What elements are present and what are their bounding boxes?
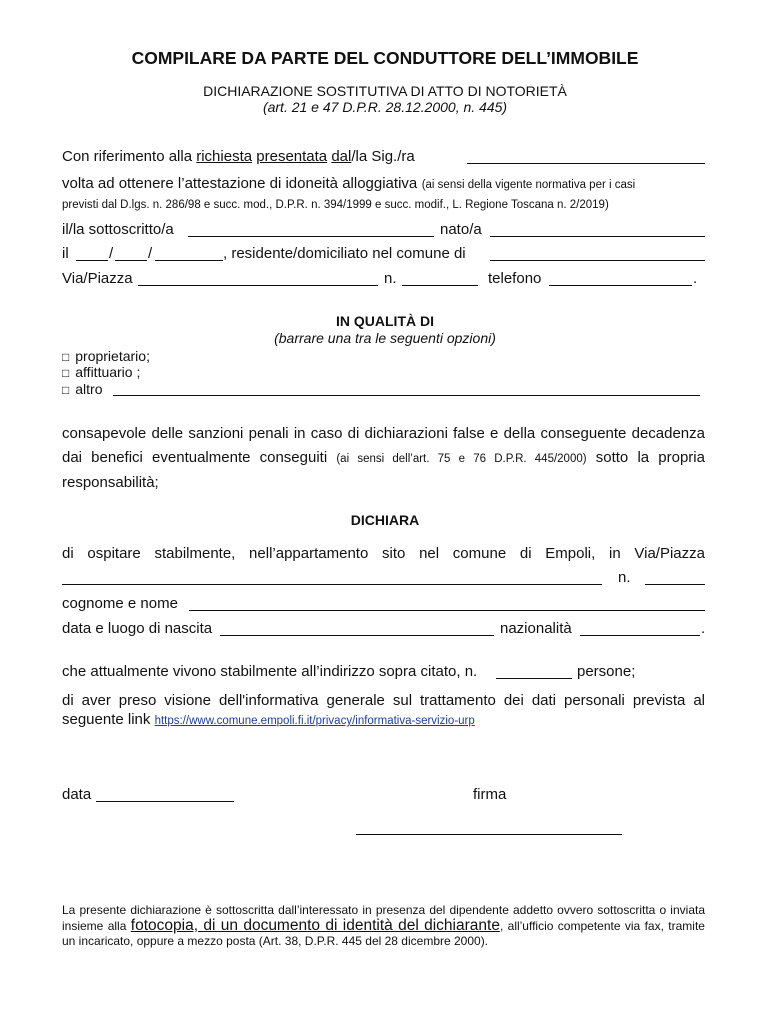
nazionalita-label: nazionalità bbox=[500, 620, 572, 637]
persone-count-field[interactable] bbox=[496, 666, 572, 679]
il-label: il bbox=[62, 245, 69, 262]
checkbox-icon[interactable]: □ bbox=[62, 350, 70, 364]
qualita-hint: (barrare una tra le seguenti opzioni) bbox=[274, 330, 496, 346]
dichiara-heading: DICHIARA bbox=[350, 512, 420, 528]
intro-line-2: volta ad ottenere l’attestazione di idoneità alloggiativa (ai sensi della vigente normativa per i casi bbox=[62, 175, 636, 192]
qualita-heading: IN QUALITÀ DI bbox=[336, 313, 434, 329]
nato-label: nato/a bbox=[440, 221, 482, 238]
option-affittuario[interactable]: □ affittuario ; bbox=[62, 364, 141, 380]
option-altro[interactable]: □ altro bbox=[62, 381, 103, 397]
dichiara-line-1: di ospitare stabilmente, nell’appartamento sito nel comune di Empoli, in Via/Piazza bbox=[62, 545, 705, 562]
document-subtitle: DICHIARAZIONE SOSTITUTIVA DI ATTO DI NOTORIETÀ bbox=[203, 83, 567, 99]
cognome-field[interactable] bbox=[189, 598, 705, 611]
residente-label: , residente/domiciliato nel comune di bbox=[223, 245, 466, 262]
privacy-paragraph: di aver preso visione dell'informativa generale sul trattamento dei dati personali prevista al seguente link https://www.comune.empoli.fi.it/privacy/informativa-servizio-urp bbox=[62, 692, 705, 728]
checkbox-icon[interactable]: □ bbox=[62, 383, 70, 397]
nato-field[interactable] bbox=[490, 224, 705, 237]
nascita-field[interactable] bbox=[220, 623, 494, 636]
persone-label: persone; bbox=[577, 663, 636, 680]
telefono-label: telefono bbox=[488, 270, 542, 287]
consapevole-paragraph: consapevole delle sanzioni penali in caso di dichiarazioni false e della conseguente decadenza dai benefici eventualmente conseguiti (ai sensi dell’art. 75 e 76 D.P.R. 445/2000) sotto la propria responsabilità; bbox=[62, 425, 705, 491]
option-proprietario[interactable]: □ proprietario; bbox=[62, 348, 150, 364]
cognome-label: cognome e nome bbox=[62, 595, 178, 612]
firma-field[interactable] bbox=[356, 822, 622, 835]
dichiara-n-field[interactable] bbox=[645, 572, 705, 585]
sottoscritto-label: il/la sottoscritto/a bbox=[62, 221, 174, 238]
slash-1: / bbox=[109, 245, 114, 262]
page-title: COMPILARE DA PARTE DEL CONDUTTORE DELL’IMMOBILE bbox=[131, 48, 639, 68]
sottoscritto-field[interactable] bbox=[188, 224, 434, 237]
slash-2: / bbox=[148, 245, 153, 262]
telefono-dot: . bbox=[693, 270, 698, 287]
intro-line-3: previsti dal D.lgs. n. 286/98 e succ. mod., D.P.R. n. 394/1999 e succ. modif., L. Regione Toscana n. 2/2019) bbox=[62, 199, 609, 211]
checkbox-icon[interactable]: □ bbox=[62, 366, 70, 380]
civic-number-label: n. bbox=[384, 270, 397, 287]
data-label: data bbox=[62, 786, 92, 803]
altro-field[interactable] bbox=[113, 383, 700, 396]
nascita-label: data e luogo di nascita bbox=[62, 620, 213, 637]
nazionalita-dot: . bbox=[701, 620, 706, 637]
dichiara-address-field[interactable] bbox=[62, 572, 602, 585]
comune-field[interactable] bbox=[490, 248, 705, 261]
via-field[interactable] bbox=[138, 273, 378, 286]
legal-reference: (art. 21 e 47 D.P.R. 28.12.2000, n. 445) bbox=[262, 99, 508, 115]
telefono-field[interactable] bbox=[549, 273, 692, 286]
nazionalita-field[interactable] bbox=[580, 623, 700, 636]
via-label: Via/Piazza bbox=[62, 270, 133, 287]
privacy-link[interactable]: https://www.comune.empoli.fi.it/privacy/informativa-servizio-urp bbox=[154, 715, 475, 727]
birth-year-field[interactable] bbox=[155, 248, 223, 261]
footer-note: La presente dichiarazione è sottoscritta dall’interessato in presenza del dipendente addetto ovvero sottoscritta o inviata insieme alla fotocopia, di un documento di identità del dichiarante, all’ufficio competente via fax, tramite un incaricato, oppure a mezzo posta (Art. 38, D.P.R. 445 del 28 dicembre 2000). bbox=[62, 903, 705, 948]
intro-line-1: Con riferimento alla richiesta presentata dal/la Sig./ra bbox=[62, 148, 415, 165]
firma-label: firma bbox=[473, 786, 507, 803]
data-field[interactable] bbox=[96, 789, 234, 802]
dichiara-n-label: n. bbox=[618, 569, 631, 586]
birth-day-field[interactable] bbox=[76, 248, 108, 261]
vivono-label: che attualmente vivono stabilmente all’indirizzo sopra citato, n. bbox=[62, 663, 478, 680]
birth-month-field[interactable] bbox=[115, 248, 147, 261]
civic-number-field[interactable] bbox=[402, 273, 478, 286]
sig-name-field[interactable] bbox=[467, 151, 705, 164]
